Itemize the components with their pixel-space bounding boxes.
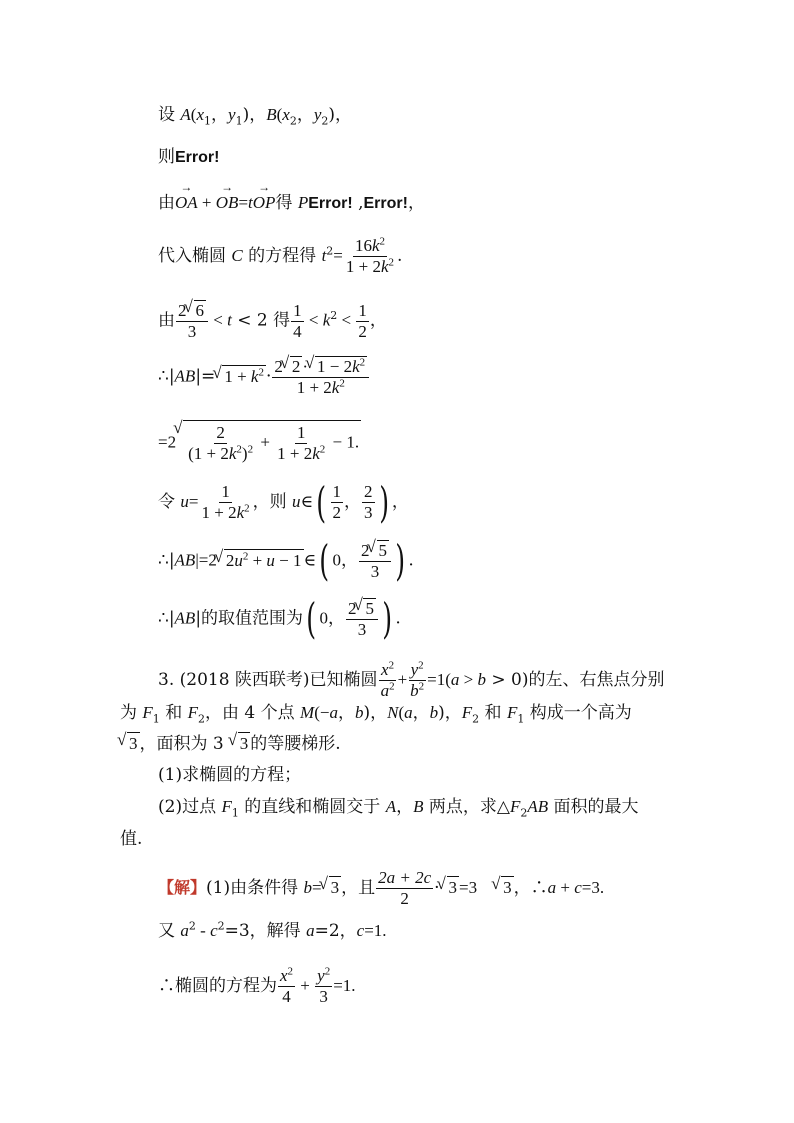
text: 面积的最大 — [548, 797, 639, 817]
problem-3-line-2 — [120, 702, 632, 724]
superscript: 2 — [359, 356, 366, 369]
text: 2 — [225, 550, 235, 570]
var: k — [380, 257, 389, 276]
line-set-points — [158, 104, 352, 126]
error-text: Error! — [308, 195, 353, 212]
num: 16 — [354, 236, 372, 255]
text: ， — [327, 608, 345, 629]
fraction — [272, 356, 369, 398]
var: b — [429, 703, 439, 722]
den: 1 + 2 — [277, 444, 313, 463]
var: N — [387, 703, 399, 722]
num: 2 — [178, 301, 187, 320]
num: 2 — [364, 482, 373, 501]
fraction — [376, 868, 433, 909]
var: y — [313, 105, 322, 124]
text: 令 — [158, 492, 181, 512]
superscript: 2 — [326, 244, 334, 258]
var: AB — [174, 366, 196, 386]
num: 1 — [221, 482, 230, 501]
var: k — [228, 444, 237, 463]
text: ， — [341, 550, 358, 571]
subscript: 2 — [472, 712, 480, 726]
var: u — [234, 550, 243, 570]
sqrt: √ 5 — [377, 540, 390, 561]
subscript: 2 — [520, 806, 528, 820]
text: > — [459, 670, 478, 689]
superscript: 2 — [389, 680, 395, 693]
superscript: 2 — [188, 919, 196, 933]
text: = — [188, 492, 199, 511]
subscript: 1 — [231, 806, 239, 820]
line-ab-simplified — [158, 420, 361, 464]
superscript: 2 — [242, 549, 249, 562]
sqrt — [222, 365, 266, 388]
var: F — [142, 703, 153, 722]
error-text: Error! — [175, 149, 220, 166]
line-let-u: 令 u= $\frac{1}{1 + 2k^2}$ ，则 u∈( $\frac{1}{2}$ ， $\frac{2}{3}$ ) ， — [158, 477, 409, 527]
sqrt — [224, 549, 304, 572]
text: (− — [314, 703, 330, 722]
den: 3 — [364, 503, 373, 522]
text: + — [556, 878, 575, 897]
sqrt: √ 3 — [127, 732, 140, 755]
text: ∈ — [303, 550, 317, 571]
fraction — [186, 423, 255, 464]
text: < 2 得 — [231, 310, 291, 331]
den: 4 — [293, 321, 302, 341]
subscript: 1 — [204, 114, 212, 128]
den: 1 + 2 — [296, 378, 332, 397]
subscript: 1 — [517, 712, 525, 726]
superscript: 2 — [418, 659, 424, 672]
text: + — [296, 976, 315, 995]
den: 4 — [282, 987, 291, 1006]
superscript: 2 — [319, 443, 326, 456]
var: a — [404, 703, 413, 722]
solution-line-2 — [158, 920, 387, 942]
fraction — [356, 301, 369, 342]
text: 和 — [479, 703, 507, 723]
num: 1 — [332, 482, 342, 501]
text: =1. — [333, 976, 356, 995]
fraction — [344, 236, 396, 277]
var: B — [266, 105, 277, 124]
var: u — [292, 492, 301, 511]
text: |的取值范围为 — [195, 608, 304, 629]
var: F — [221, 797, 232, 816]
superscript: 2 — [236, 443, 242, 456]
text: = — [238, 193, 249, 212]
var: k — [250, 366, 259, 386]
text: > 0)的左、右焦点分别 — [486, 670, 665, 690]
den: 2 — [400, 889, 409, 908]
var: y — [410, 660, 419, 679]
var: b — [303, 878, 312, 897]
superscript: 2 — [247, 443, 254, 456]
text: )， — [328, 105, 352, 125]
text: + — [197, 193, 216, 212]
text: )， — [438, 703, 462, 723]
text: =3 — [459, 878, 478, 897]
text: ， — [391, 492, 409, 512]
superscript: 2 — [388, 256, 395, 269]
var: u — [180, 492, 189, 511]
superscript: 2 — [330, 308, 338, 322]
text: < — [304, 310, 323, 330]
fraction — [346, 598, 378, 640]
num: 2a + 2c — [378, 868, 432, 887]
text: ， — [296, 105, 314, 125]
text: + — [256, 432, 275, 452]
superscript: 2 — [217, 919, 225, 933]
var: AB — [174, 608, 196, 628]
text: 为 — [120, 703, 143, 723]
var: t — [227, 310, 232, 330]
text: 0 — [319, 608, 328, 628]
line-range-t — [158, 300, 387, 342]
text: 和 — [159, 703, 188, 723]
var: k — [371, 236, 380, 255]
text: 则 — [158, 147, 175, 167]
text: =1. — [364, 921, 387, 940]
var: k — [352, 357, 360, 376]
text: < — [337, 310, 356, 330]
subscript: 1 — [235, 114, 243, 128]
var: b — [354, 703, 364, 722]
var: x — [280, 966, 288, 985]
text: . — [408, 550, 414, 571]
var: A — [385, 797, 397, 816]
var: c — [210, 921, 218, 940]
text: 的等腰梯形. — [250, 734, 341, 754]
text: ( — [190, 105, 197, 124]
text: ， — [369, 310, 387, 331]
text: ， — [412, 703, 430, 723]
fraction — [275, 423, 327, 464]
solution-label: 【解】 — [158, 878, 207, 897]
var: t — [248, 193, 253, 212]
line-substitute — [158, 236, 402, 277]
text: ，由 4 个点 — [205, 703, 301, 723]
var: a — [380, 681, 390, 700]
text: |=2 — [195, 550, 217, 570]
text: 的方程得 — [242, 246, 322, 266]
text: = — [333, 246, 343, 265]
var: k — [236, 503, 245, 522]
fraction — [278, 966, 295, 1007]
text: ( — [398, 703, 405, 722]
text: - — [195, 921, 211, 940]
text: 的直线和椭圆交于 — [238, 797, 386, 817]
var: y — [317, 966, 325, 985]
sqrt — [183, 420, 361, 464]
num: 1 — [296, 423, 306, 442]
var: a — [329, 703, 338, 722]
text: ， — [396, 797, 414, 817]
text: ， — [344, 492, 362, 512]
var: c — [574, 878, 582, 897]
text: 两点，求△ — [423, 797, 510, 817]
var: x — [196, 105, 205, 124]
fraction — [408, 660, 426, 701]
var: k — [322, 310, 331, 330]
var: a — [450, 670, 460, 689]
text: · — [434, 878, 440, 898]
subscript: 2 — [289, 114, 297, 128]
text: =2， — [314, 921, 357, 941]
error-text: Error! — [363, 195, 408, 212]
subscript: 2 — [321, 114, 329, 128]
vector-ob: → OB — [216, 192, 239, 214]
den: 1 + 2 — [201, 503, 237, 522]
num: 2 — [361, 541, 370, 560]
var: b — [410, 681, 419, 700]
var: t — [321, 246, 327, 265]
text: 1 − 2 — [317, 357, 353, 376]
text: ∴| — [158, 608, 175, 629]
text: (1)求椭圆的方程； — [158, 765, 302, 785]
num: 2 — [274, 357, 283, 376]
text: ，则 — [252, 492, 293, 512]
var: F — [461, 703, 473, 722]
text: ∴| — [158, 550, 175, 571]
solution-line-1 — [158, 868, 604, 909]
sqrt: √ 6 — [194, 300, 207, 321]
text: 由 — [158, 310, 175, 331]
fraction — [176, 300, 208, 342]
text: · — [302, 357, 309, 376]
superscript: 2 — [258, 365, 264, 378]
text: ∴椭圆的方程为 — [158, 976, 277, 996]
text: − 1 — [274, 550, 302, 570]
fraction — [379, 660, 397, 701]
num: 2 — [347, 599, 357, 618]
text: 设 — [158, 105, 181, 125]
num: √ 2 — [216, 423, 225, 442]
line-ab-length — [158, 356, 370, 398]
var: F — [506, 703, 518, 722]
text: =3，解得 — [224, 921, 307, 941]
var: M — [300, 703, 315, 722]
var: x — [381, 660, 389, 679]
var: C — [231, 246, 243, 265]
line-range-conclusion: ∴|AB|的取值范围为( 0， $\frac{2√ 5}{3}$ ) . — [158, 598, 401, 640]
text: 0 — [332, 550, 341, 570]
text: ，面积为 3 — [139, 734, 224, 754]
text: ∴| — [158, 366, 175, 387]
sqrt: √ 3 — [329, 876, 342, 899]
text: 由 — [158, 193, 175, 213]
text: 构成一个高为 — [524, 703, 632, 723]
text: ) — [241, 444, 248, 463]
superscript: 2 — [324, 965, 331, 978]
line-ab-in-range: ∴|AB|=2√ $2u^2 + u - 1$ ∈( 0， $\frac{2√ 5}{3}$ ) . — [158, 540, 414, 582]
num: 1 — [358, 300, 367, 320]
text: = — [312, 878, 322, 897]
solution-line-3 — [158, 966, 356, 1007]
den: 3 — [370, 562, 380, 581]
var: AB — [527, 797, 549, 816]
text: 1 + — [224, 366, 251, 386]
fraction — [315, 966, 332, 1007]
question-1 — [158, 764, 301, 786]
fraction — [291, 301, 304, 342]
subscript: 1 — [152, 712, 160, 726]
text: . — [395, 608, 401, 629]
text: 又 — [158, 921, 181, 941]
fraction — [200, 482, 252, 523]
var: B — [413, 797, 424, 816]
text: |= — [195, 366, 216, 387]
den: 3 — [319, 987, 328, 1006]
text: 值. — [120, 829, 143, 849]
text: . — [397, 246, 403, 266]
text: (1)由条件得 — [206, 878, 304, 898]
text: ∈ — [300, 492, 314, 512]
var: A — [180, 105, 191, 124]
vector-op: → OP — [253, 192, 276, 214]
text: ， — [337, 703, 355, 723]
text: + — [397, 670, 408, 689]
text: ，且 — [341, 878, 376, 898]
text: ，∴ — [513, 878, 548, 898]
text: =3. — [581, 878, 605, 897]
problem-3-line-1 — [158, 660, 665, 701]
text: < — [209, 310, 228, 330]
den: 2 — [358, 321, 367, 341]
superscript: 2 — [287, 965, 294, 978]
text: =1( — [427, 670, 451, 689]
sqrt: √ 2 — [290, 356, 303, 377]
text: =2 — [158, 432, 177, 452]
den: 3 — [357, 620, 367, 639]
superscript: 2 — [388, 659, 395, 672]
num: 1 — [293, 300, 302, 320]
var: AB — [174, 550, 196, 570]
sqrt: √ 3 — [447, 876, 460, 899]
var: u — [266, 550, 275, 570]
var: x — [282, 105, 290, 124]
var: y — [228, 105, 236, 124]
fraction — [359, 540, 391, 582]
superscript: 2 — [244, 502, 250, 515]
text: (2)过点 — [158, 797, 222, 817]
var: k — [331, 378, 340, 397]
text: 代入椭圆 — [158, 246, 232, 266]
text: )， — [242, 105, 267, 125]
superscript: 2 — [339, 377, 345, 390]
subscript: 2 — [198, 712, 205, 726]
var: a — [180, 921, 189, 940]
var: a — [306, 921, 315, 940]
vector-oa: → OA — [175, 192, 198, 214]
var: P — [297, 193, 309, 212]
den: 1 + 2 — [345, 257, 381, 276]
den: 3 — [187, 322, 197, 341]
question-2-line-1 — [158, 796, 639, 818]
text: )， — [363, 703, 388, 723]
sqrt: √ 3 — [238, 732, 251, 755]
var: b — [477, 670, 486, 689]
text: 得 — [275, 193, 298, 213]
text: − 1. — [328, 432, 360, 452]
sqrt: √ 3 — [501, 876, 514, 899]
fraction — [362, 482, 375, 523]
var: c — [356, 921, 365, 940]
den: 2 — [332, 503, 342, 522]
var: k — [312, 444, 320, 463]
text: 3. (2018 陕西联考)已知椭圆 — [158, 670, 378, 690]
text: , — [352, 193, 364, 213]
var: F — [187, 703, 198, 722]
line-then-error — [158, 146, 219, 169]
question-2-line-2 — [120, 828, 142, 850]
text: ， — [211, 105, 229, 125]
text: ， — [407, 193, 425, 213]
fraction — [331, 482, 344, 523]
var: a — [547, 878, 557, 897]
text: + — [248, 550, 267, 570]
superscript: 2 — [418, 680, 425, 693]
problem-3-line-3 — [120, 732, 341, 755]
text: ( — [276, 105, 283, 124]
den: (1 + 2 — [188, 444, 229, 463]
line-vector-sum — [158, 192, 425, 215]
text: · — [265, 366, 272, 387]
sqrt: √ 5 — [363, 598, 376, 619]
superscript: 2 — [379, 235, 385, 248]
var: F — [509, 797, 521, 816]
